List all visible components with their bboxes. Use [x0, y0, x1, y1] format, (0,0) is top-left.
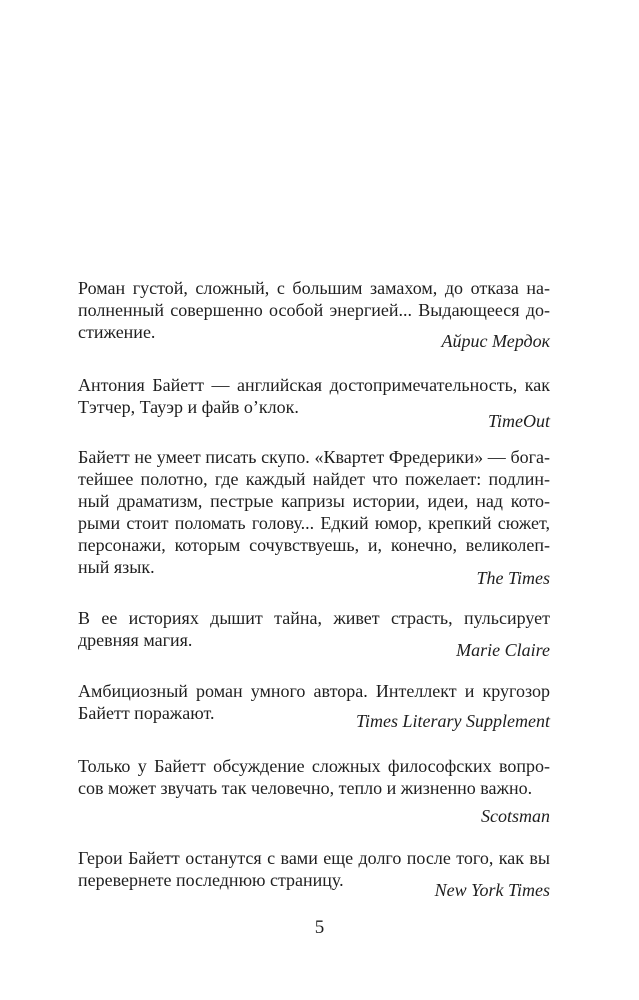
blurb-line: полненный совершенно особой энергией... Выдающееся до-: [78, 300, 550, 320]
blurb-line: Герои Байетт останутся с вами еще долго после того, как вы: [78, 848, 550, 868]
blurb-source: New York Times: [434, 880, 550, 900]
blurb-line: перевернете последнюю страницу.: [78, 870, 344, 890]
blurb-line: В ее историях дышит тайна, живет страсть, пульсирует: [78, 608, 550, 628]
blurb-line: Роман густой, сложный, с большим замахом, до отказа на-: [78, 278, 550, 298]
blurb-times: [78, 446, 550, 589]
blurb-source: The Times: [476, 568, 550, 588]
page-number: 5: [314, 917, 325, 938]
blurb-source: Marie Claire: [456, 640, 550, 660]
blurb-timeout: [78, 374, 550, 432]
blurb-line: стижение.: [78, 322, 156, 342]
blurb-line: персонажи, которым сочувствуешь, и, конечно, великолеп-: [78, 535, 550, 555]
blurb-source: Scotsman: [481, 806, 550, 826]
blurb-line: Только у Байетт обсуждение сложных философских вопро-: [78, 756, 550, 776]
blurb-source: TimeOut: [487, 411, 550, 431]
blurb-line: рыми стоит поломать голову... Едкий юмор, крепкий сюжет,: [78, 513, 550, 533]
blurb-source: Times Literary Supplement: [356, 711, 550, 731]
blurb-line: ный язык.: [78, 557, 155, 577]
blurb-line: Байетт поражают.: [78, 703, 215, 723]
blurb-line: Тэтчер, Тауэр и файв о’клок.: [78, 397, 299, 417]
blurb-line: тейшее полотно, где каждый найдет что пожелает: подлин-: [78, 469, 550, 489]
blurb-line: Амбициозный роман умного автора. Интеллект и кругозор: [78, 681, 550, 701]
blurb-line: Антония Байетт — английская достопримечательность, как: [78, 375, 550, 395]
blurb-line: ный драматизм, пестрые капризы истории, идеи, над кото-: [78, 491, 550, 511]
blurb-murdoch: [78, 277, 550, 352]
blurb-marie-claire: [78, 607, 550, 661]
blurb-nyt: [78, 847, 550, 901]
blurb-scotsman: [78, 755, 550, 827]
blurb-line: сов может звучать так человечно, тепло и жизненно важно.: [78, 778, 533, 798]
blurb-tls: [78, 680, 550, 732]
blurb-line: Байетт не умеет писать скупо. «Квартет Фредерики» — бога-: [78, 447, 550, 467]
blurb-source: Айрис Мердок: [441, 331, 550, 351]
blurb-line: древняя магия.: [78, 630, 193, 650]
